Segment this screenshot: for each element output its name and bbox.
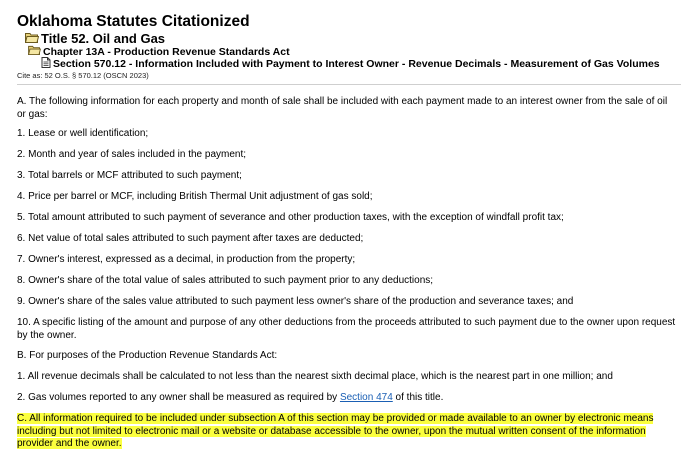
folder-open-icon: [28, 45, 41, 58]
page-title: Oklahoma Statutes Citationized: [17, 13, 250, 30]
item-a2: 2. Month and year of sales included in the payment;: [17, 149, 247, 160]
breadcrumb-title-label: Title 52. Oil and Gas: [41, 31, 166, 46]
divider: [17, 84, 681, 85]
breadcrumb-section-label: Section 570.12 - Information Included with Payment to Interest Owner - Revenue Decimals - Measurement of Gas Volumes: [53, 58, 660, 70]
citation: Cite as: 52 O.S. § 570.12 (OSCN 2023): [17, 71, 149, 80]
item-a1: 1. Lease or well identification;: [17, 128, 149, 139]
subsection-b: B. For purposes of the Production Revenue Standards Act:: [17, 350, 278, 361]
subsection-c: [17, 413, 677, 451]
breadcrumb-section[interactable]: [41, 57, 660, 71]
item-a6: 6. Net value of total sales attributed to such payment after taxes are deducted;: [17, 233, 364, 244]
subsection-a: A. The following information for each property and month of sale shall be included with each payment made to an interest owner from the sale of oil or gas:: [17, 96, 668, 120]
item-a9: 9. Owner's share of the sales value attributed to such payment less owner's share of the production and severance taxes; and: [17, 296, 574, 307]
item-a10: 10. A specific listing of the amount and purpose of any other deductions from the proceeds attributed to such payment due to the owner upon request by the owner.: [17, 317, 676, 341]
item-a4: 4. Price per barrel or MCF, including British Thermal Unit adjustment of gas sold;: [17, 191, 373, 202]
item-b1: 1. All revenue decimals shall be calculated to not less than the nearest sixth decimal place, which is the nearest part in one million; and: [17, 371, 613, 382]
item-a3: 3. Total barrels or MCF attributed to such payment;: [17, 170, 242, 181]
item-b2-tail: of this title.: [392, 392, 444, 403]
item-a7: 7. Owner's interest, expressed as a decimal, in production from the property;: [17, 254, 356, 265]
highlighted-text: C. All information required to be included under subsection A of this section may be provided or made available to an owner by electronic means including but not limited to electronic mail or a website or database accessible to the owner, upon the mutual written consent of the information provider and the owner.: [17, 413, 654, 449]
item-a5: 5. Total amount attributed to such payment of severance and other production taxes, with the exception of windfall profit tax;: [17, 212, 564, 223]
breadcrumb-chapter-label: Chapter 13A - Production Revenue Standards Act: [43, 45, 290, 58]
item-b2-text: 2. Gas volumes reported to any owner shall be measured as required by: [17, 392, 340, 403]
document-icon: [41, 57, 51, 71]
breadcrumb-title[interactable]: [25, 31, 165, 46]
item-b2: [17, 392, 677, 405]
item-a8: 8. Owner's share of the total value of sales attributed to such payment prior to any deductions;: [17, 275, 434, 286]
section-474-link[interactable]: Section 474: [339, 392, 393, 403]
folder-open-icon: [25, 31, 39, 46]
